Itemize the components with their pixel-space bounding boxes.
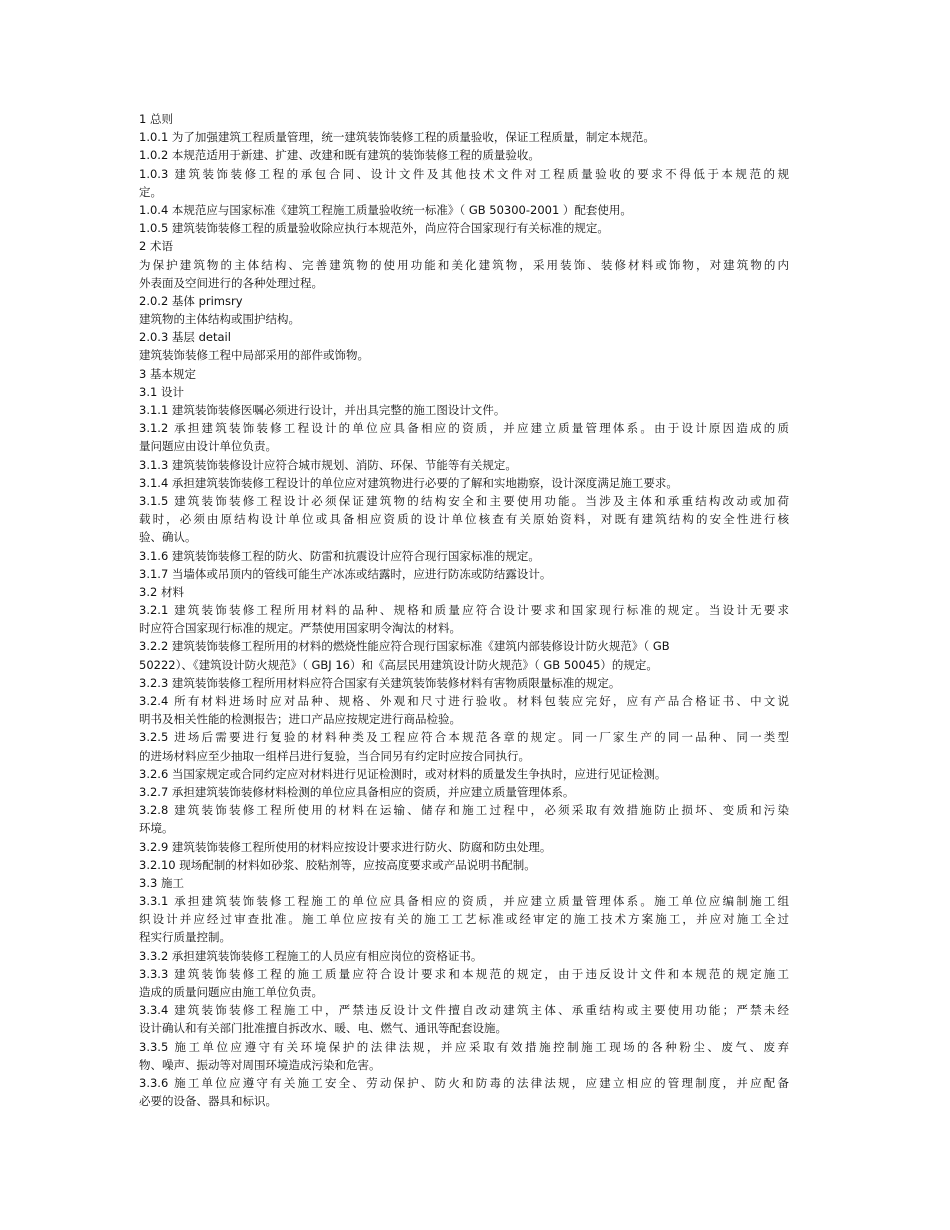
clause-line: 外表面及空间进行的各种处理过程。	[139, 275, 323, 290]
document-body	[139, 110, 789, 1110]
clause-line: 载时，必须由原结构设计单位或具备相应资质的设计单位核查有关原始资料，对既有建筑结构的安全性进行核	[139, 512, 789, 527]
clause-line: 3.2.2 建筑装饰装修工程所用的材料的燃烧性能应符合现行国家标准《建筑内部装修设计防火规范》（ GB	[139, 639, 670, 654]
clause-line: 时应符合国家现行标准的规定。严禁使用国家明令淘汰的材料。	[139, 621, 461, 636]
clause-line: 1.0.1 为了加强建筑工程质量管理，统一建筑装饰装修工程的质量验收，保证工程质量，制定本规范。	[139, 130, 655, 145]
clause-line: 3.1.3 建筑装饰装修设计应符合城市规划、消防、环保、节能等有关规定。	[139, 457, 517, 472]
clause-line: 1.0.3 建筑装饰装修工程的承包合同、设计文件及其他技术文件对工程质量验收的要求不得低于本规范的规	[139, 166, 789, 181]
clause-line: 1.0.4 本规范应与国家标准《建筑工程施工质量验收统一标准》（ GB 50300-2001 ）配套使用。	[139, 202, 632, 217]
clause-line: 造成的质量问题应由施工单位负责。	[139, 985, 323, 999]
clause-line: 3.1.2 承担建筑装饰装修工程设计的单位应具备相应的资质，并应建立质量管理体系。由于设计原因造成的质	[139, 421, 789, 436]
clause-line: 程实行质量控制。	[139, 930, 231, 945]
clause-line: 为保护建筑物的主体结构、完善建筑物的使用功能和美化建筑物，采用装饰、装修材料或饰物，对建筑物的内	[139, 257, 789, 272]
clause-line: 3.2.9 建筑装饰装修工程所使用的材料应按设计要求进行防火、防腐和防虫处理。	[139, 839, 552, 854]
subsection-heading: 3.3 施工	[139, 875, 184, 890]
clause-line: 3.2.5 进场后需要进行复验的材料种类及工程应符合本规范各章的规定。同一厂家生产的同一品种、同一类型	[139, 730, 789, 745]
clause-line: 3.2.8 建筑装饰装修工程所使用的材料在运输、储存和施工过程中，必须采取有效措施防止损坏、变质和污染	[139, 803, 789, 818]
clause-line: 50222）、《建筑设计防火规范》（ GBJ 16）和《高层民用建筑设计防火规范》（ GB 50045）的规定。	[139, 657, 658, 672]
subsection-heading: 3.1 设计	[139, 384, 184, 399]
clause-line: 2.0.3 基层 detail	[139, 330, 231, 345]
clause-line: 2.0.2 基体 primsry	[139, 293, 243, 308]
clause-line: 定。	[139, 184, 162, 199]
clause-line: 1.0.5 建筑装饰装修工程的质量验收除应执行本规范外，尚应符合国家现行有关标准的规定。	[139, 221, 609, 236]
clause-line: 3.1.5 建筑装饰装修工程设计必须保证建筑物的结构安全和主要使用功能。当涉及主体和承重结构改动或加荷	[139, 493, 789, 508]
section-heading: 3 基本规定	[139, 366, 196, 381]
clause-line: 必要的设备、器具和标识。	[139, 1094, 277, 1109]
clause-line: 设计确认和有关部门批准擅自拆改水、暖、电、燃气、通讯等配套设施。	[139, 1021, 507, 1036]
clause-line: 3.2.3 建筑装饰装修工程所用材料应符合国家有关建筑装饰装修材料有害物质限量标准的规定。	[139, 675, 621, 690]
clause-line: 3.3.5 施工单位应遵守有关环境保护的法律法规，并应采取有效措施控制施工现场的各种粉尘、废气、废弃	[139, 1039, 789, 1054]
clause-line: 3.3.2 承担建筑装饰装修工程施工的人员应有相应岗位的资格证书。	[139, 948, 483, 963]
subsection-heading: 3.2 材料	[139, 584, 184, 599]
clause-line: 1.0.2 本规范适用于新建、扩建、改建和既有建筑的装饰装修工程的质量验收。	[139, 148, 540, 163]
clause-line: 3.3.6 施工单位应遵守有关施工安全、劳动保护、防火和防毒的法律法规，应建立相应的管理制度，并应配备	[139, 1075, 789, 1090]
clause-line: 3.1.4 承担建筑装饰装修工程设计的单位应对建筑物进行必要的了解和实地勘察，设计深度满足施工要求。	[139, 475, 678, 490]
clause-line: 明书及相关性能的检测报告；进口产品应按规定进行商品检验。	[139, 712, 461, 727]
clause-line: 的进场材料应至少抽取一组样吕进行复验，当合同另有约定时应按合同执行。	[139, 748, 530, 763]
clause-line: 3.1.7 当墙体或吊顶内的管线可能生产冰冻或结露时，应进行防冻或防结露设计。	[139, 566, 552, 581]
clause-line: 量问题应由设计单位负责。	[139, 439, 277, 454]
section-heading: 1 总则	[139, 112, 173, 126]
clause-line: 3.3.3 建筑装饰装修工程的施工质量应符合设计要求和本规范的规定，由于违反设计文件和本规范的规定施工	[139, 966, 789, 981]
section-heading: 2 术语	[139, 239, 173, 254]
clause-line: 验、确认。	[139, 530, 197, 545]
clause-line: 3.3.4 建筑装饰装修工程施工中，严禁违反设计文件擅自改动建筑主体、承重结构或主要使用功能；严禁未经	[139, 1003, 789, 1018]
clause-line: 3.1.6 建筑装饰装修工程的防火、防雷和抗震设计应符合现行国家标准的规定。	[139, 548, 540, 563]
clause-line: 环境。	[139, 821, 174, 836]
clause-line: 建筑物的主体结构或围护结构。	[139, 312, 300, 327]
clause-line: 物、噪声、振动等对周围环境造成污染和危害。	[139, 1057, 381, 1072]
clause-line: 3.3.1 承担建筑装饰装修工程施工的单位应具备相应的资质，并应建立质量管理体系。施工单位应编制施工组	[139, 894, 789, 909]
clause-line: 3.2.7 承担建筑装饰装修材料检测的单位应具备相应的资质，并应建立质量管理体系。	[139, 784, 575, 799]
clause-line: 3.2.10 现场配制的材料如砂浆、胶粘剂等，应按高度要求或产品说明书配制。	[139, 857, 536, 872]
clause-line: 3.2.1 建筑装饰装修工程所用材料的品种、规格和质量应符合设计要求和国家现行标准的规定。当设计无要求	[139, 603, 789, 618]
clause-line: 3.1.1 建筑装饰装修医嘱必须进行设计，并出具完整的施工图设计文件。	[139, 403, 506, 417]
clause-line: 建筑装饰装修工程中局部采用的部件或饰物。	[139, 348, 369, 363]
clause-line: 织设计并应经过审查批准。施工单位应按有关的施工工艺标准或经审定的施工技术方案施工，并应对施工全过	[139, 912, 789, 927]
clause-line: 3.2.4 所有材料进场时应对品种、规格、外观和尺寸进行验收。材料包装应完好，应有产品合格证书、中文说	[139, 694, 789, 708]
clause-line: 3.2.6 当国家规定或合同约定应对材料进行见证检测时，或对材料的质量发生争执时，应进行见证检测。	[139, 766, 667, 781]
